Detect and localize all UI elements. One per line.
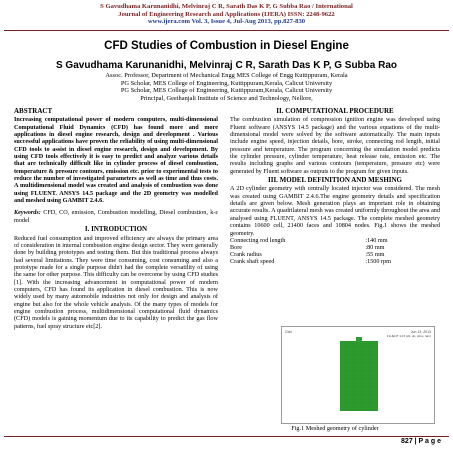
affiliation-2: PG Scholar, MES College of Engineering, Kuttippuram,Kerala, Calicut University (120, 79, 333, 87)
affiliation-4: Principal, Geethanjali Institute of Science and Technology, Nellore, (140, 94, 313, 102)
header-rule (4, 30, 449, 31)
abstract-text: Increasing computational power of modern computers, multi-dimensional Computational Fluid Dynamics (CFD) has found more and more applications in diesel engine research, design and development . Various successful applications have proven the reliability of using multi-dimensional CFD tools to assist in diesel engine research, design and development. By using CFD tools effectively it is easy to predict and analyze various details that are technically difficult like in cylinder process of diesel combustion, temperature & pressure contours, emission etc. prior to experimental tests to reduce the number of investigated parameters as well as time and thus costs. A multidimensional model was created and analysis of combustion was done using FLUENT. ANSYS 14.5 package and the 2D geometry was modelled and meshed using GAMBIT 2.4.6. (14, 116, 218, 205)
page-number: 827 | P a g e (401, 438, 441, 445)
mesh-injector (356, 337, 362, 342)
mesh-svg (282, 327, 434, 423)
affiliations (0, 72, 453, 102)
abstract-heading: ABSTRACT (14, 107, 53, 115)
spec-row (230, 258, 440, 265)
affiliation-1: Assoc. Professor, Department of Mechanical Engg MES College of Engg Kuttippuram, Kerala (105, 72, 348, 79)
figure-label-right: Jun 13, 2013 (410, 330, 431, 334)
spec-row (230, 251, 440, 258)
header-line-1: S Gavudhama Karunanidhi, Melvinraj C R, Sarath Das K P, G Subba Rao / International (100, 3, 353, 10)
spec-row (230, 244, 440, 251)
left-column (14, 106, 218, 330)
footer-rule (4, 436, 449, 437)
figure-label-solver: FLUENT 14.5 (2d, dp, pbns, lam) (386, 334, 431, 338)
section-1-text: Reduced fuel consumption and improved efficiency are always the primary area of consideration in internal combustion engine design sector. They were generally done by building prototypes and testing them. But this traditional process always had several limitations. They were time consuming, cost consuming and also a prototype made for a single purpose didn't had the complete versatility of using the same for other purpose. This difficulty can be overcome by using CFD studies [1]. With the increasing advancement in computational power of modern computers, CFD has found its application in diesel combustion. This is now widely used by many automobile industries not only for design and analysis of engine but also for the whole vehicle analysis. Of the many types of models for engine combustion process, multidimensional computational fluid dynamics (CFD) models is gaining momentum due to its capability to predict the gas flow patterns, fuel spray structure etc[2]. (14, 234, 218, 330)
spec-label: Bore (230, 244, 243, 252)
spec-value: :1500 rpm (365, 258, 391, 266)
spec-value: :140 mm (365, 236, 388, 244)
spec-table (230, 237, 440, 266)
spec-value: :55 mm (365, 251, 385, 259)
section-3-heading: III. MODEL DEFINITION AND MESHING (268, 176, 402, 185)
figure-label-left: Grid (285, 330, 292, 334)
spec-label: Crank shaft speed (230, 258, 275, 266)
figure-caption: Fig.1 Meshed geometry of cylinder (291, 425, 379, 432)
right-column (230, 106, 440, 266)
header-line-3[interactable]: www.ijera.com Vol. 3, Issue 4, Jul-Aug 2013, pp.827-830 (147, 18, 306, 26)
paper-authors: S Gavudhama Karunanidhi, Melvinraj C R, Sarath Das K P, G Subba Rao (55, 60, 397, 71)
meshed-geometry-figure (281, 326, 435, 424)
spec-label: Connecting rod length (230, 236, 286, 244)
mesh-grid-lines (340, 341, 378, 411)
section-2-text: The combustion simulation of compression ignition engine was developed using Fluent software (ANSYS 14.5 package) and the various equations of the multi-dimensional model were solved by the software automatically. The main inputs include engine speed, injection details, bore, stroke, connecting rod length, initial pressure and temperature. The program concerning the simulation model predicts the cylinder pressure, cylinder temperature, heat release rate, emission etc. The results including graphs and various contours (temperature, pressure etc) were generated by Fluent software as outputs to the program for given inputs. (230, 116, 440, 175)
affiliation-3: PG Scholar, MES College of Engineering, Kuttippuram,Kerala, Calicut University (120, 87, 333, 95)
spec-value: :80 mm (365, 244, 385, 252)
header-line-2: Journal of Engineering Research and Applications (IJERA) ISSN: 2248-9622 (118, 10, 335, 18)
spec-row (230, 237, 440, 244)
keywords (14, 209, 218, 224)
section-3-text: A 2D cylinder geometry with centrally located injector was considered. The mesh was created using GAMBIT 2.4.6.The engine geometry details and specification details are given below. Mesh generation plays an important role in obtaining accurate results. A quadrilateral mesh was created uniformly throughout the area and analysed using FLUENT, ANSYS 14.5 package. The complete meshed geometry contains 10600 cell, 21400 faces and 10804 nodes. Fig.1 shows the meshed geometry. (230, 185, 440, 237)
keywords-label: Keywords: (14, 209, 41, 217)
paper-title: CFD Studies of Combustion in Diesel Engine (104, 40, 349, 52)
spec-label: Crank radius (230, 251, 262, 259)
keywords-text: CFD, CO, emission, Combustion modelling, Diesel combustion, k-ε model (14, 209, 219, 224)
section-1-heading: I. INTRODUCTION (84, 225, 148, 234)
journal-header (0, 0, 453, 26)
section-2-heading: II. COMPUTATIONAL PROCEDURE (276, 107, 394, 115)
